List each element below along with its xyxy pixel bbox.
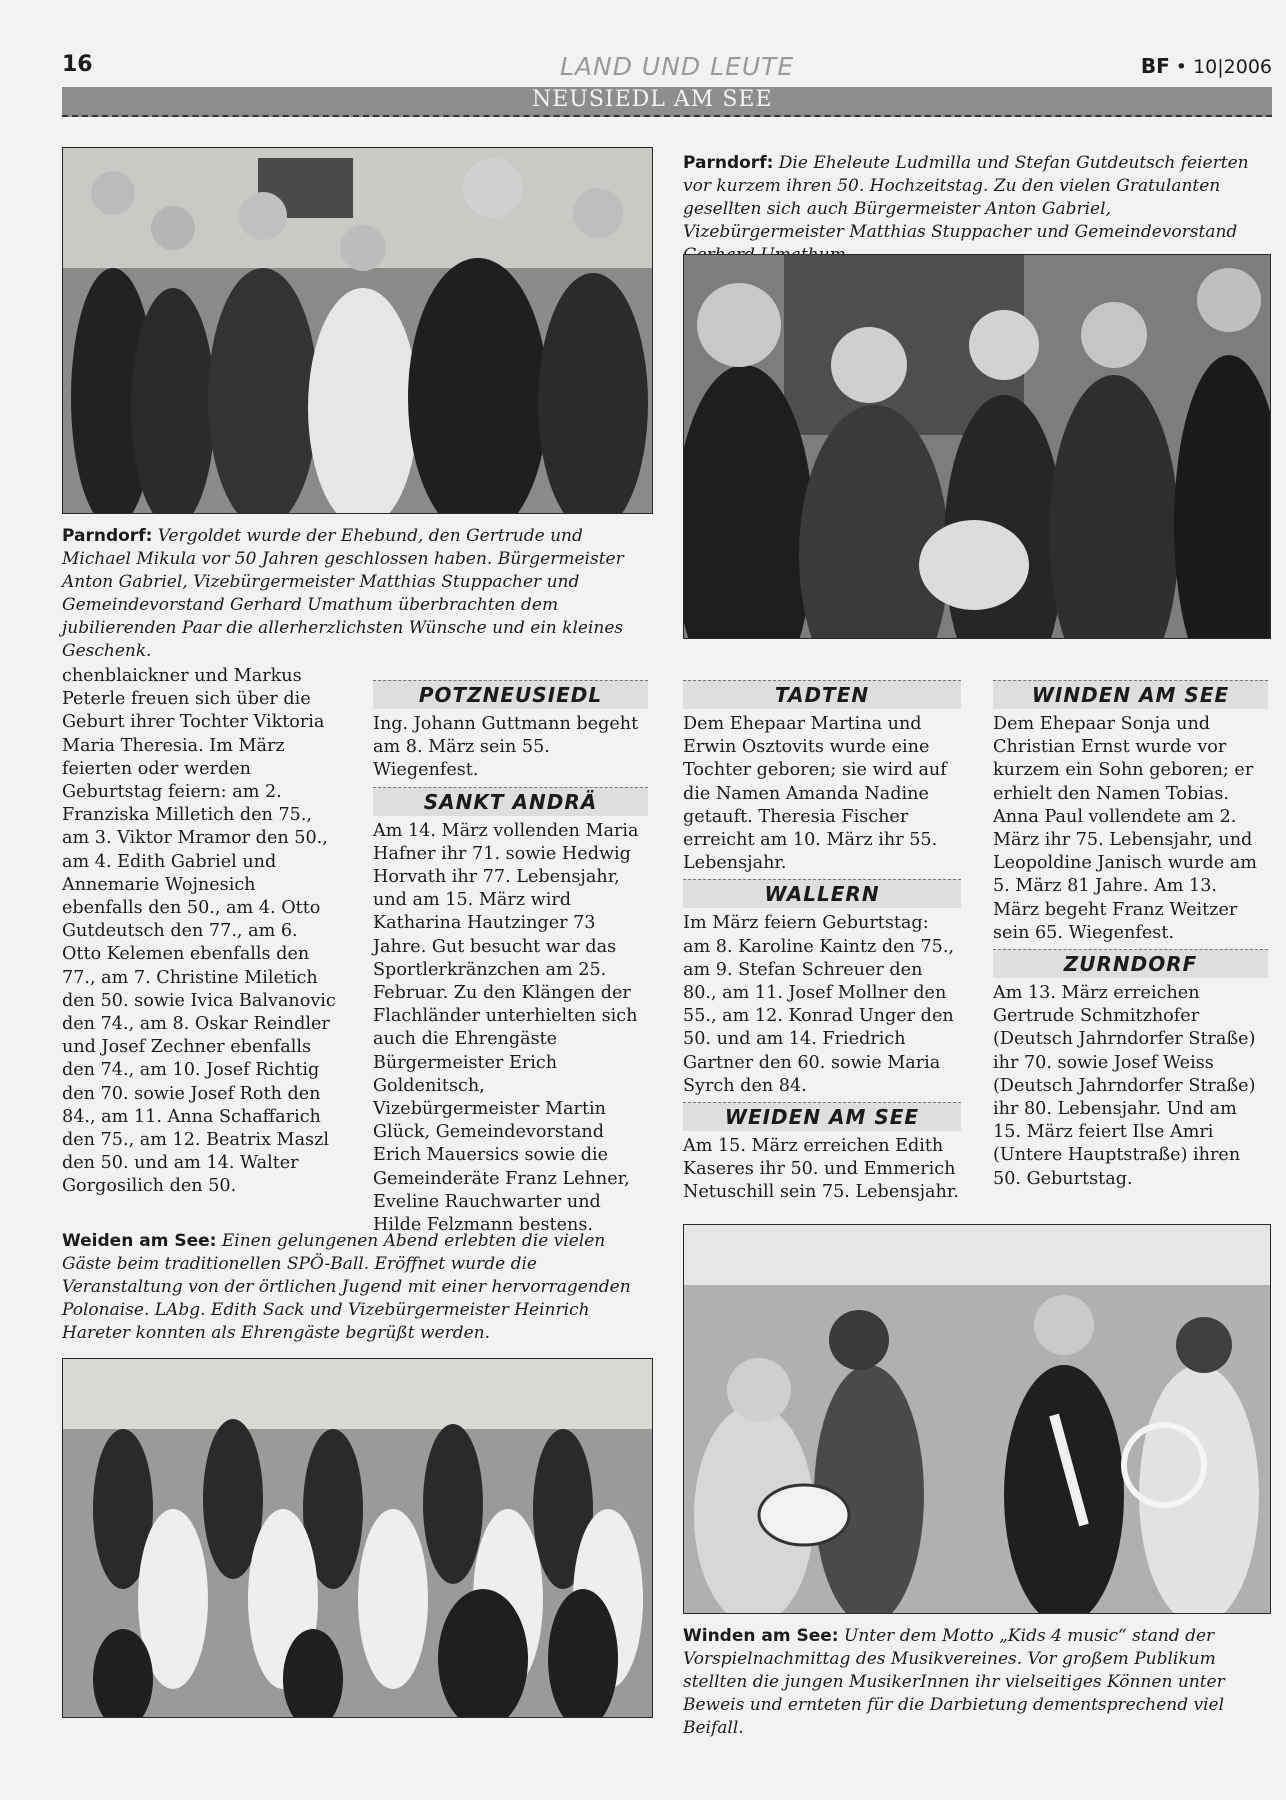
heading-winden-am-see: WINDEN AM SEE (993, 680, 1268, 709)
caption-text: Die Eheleute Ludmilla und Stefan Gutdeutsch feierten vor kurzem ihren 50. Hochzeitstag. Zu den vielen Gratulanten gesellten sich auch Bürgermeister Anton Gabriel, Vizebürgermeister Matthias Stuppacher und Gemeindevorstand (683, 153, 1249, 242)
article-text: Dem Ehepaar Martina und Erwin Osztovits wurde eine Tochter geboren; sie wird auf die Namen Amanda Nadine getauft. Theresia Fischer erreicht am 10. März ihr 55. Lebensjahr. (683, 714, 947, 874)
publication-name: BF (1140, 54, 1170, 78)
caption-text: Einen gelungenen Abend erlebten die vielen Gäste beim traditionellen SPÖ-Ball. Eröffnet wurde die Veranstaltung von der örtlichen Jugend mit einer hervorragenden Polonaise. LAbg. Edith Sack und Vizebürgermeister Heinrich Hareter konnten als Ehrengäste begrüßt werden. (62, 1231, 631, 1343)
heading-wallern: WALLERN (683, 879, 961, 908)
article-text: Am 13. März erreichen Gertrude Schmitzhofer (Deutsch Jahrndorfer Straße) ihr 70. sowie Josef Weiss (Deutsch Jahrndorfer Straße) ihr 80. Lebensjahr. Und am 15. März feiert Ilse Amri (Untere Hauptstraße) ihren 50. Geburtstag. (993, 983, 1256, 1189)
caption-place: Weiden am See: (62, 1231, 217, 1251)
caption-text: Vergoldet wurde der Ehebund, den Gertrude und Michael Mikula vor 50 Jahren geschlossen haben. Bürgermeister Anton Gabriel, Vizebürgermeister Matthias Stuppacher und Gemeindevorstand Gerhard Umathum überbrachten dem jubilierenden Paar die allerherzlichsten Wünsche und ein kleines Geschenk. (62, 526, 624, 661)
article-text: Am 14. März vollenden Maria Hafner ihr 71. sowie Hedwig Horvath ihr 77. Lebensjahr, und am 15. März wird Katharina Hautzinger 73 Jahre. Gut besucht war das Sportlerkränzchen am 25. Februar. Zu den Klängen der Flachländer unterhielten sich auch die Ehrengäste Bürgermeister Erich Goldenitsch, Vizebürgermeister Martin Glück, Gemeindevorstand Erich Mauersics sowie die Gemeinderäte Franz Lehner, Eveline Rauchwarter und Hilde Felzmann bestens. (373, 820, 639, 1236)
article-text: Am 15. März erreichen Edith Kaseres ihr 50. und Emmerich Netuschill sein 75. Lebensjahr. (683, 1136, 959, 1203)
photo-kids-4-music (683, 1224, 1271, 1614)
column-1 (62, 665, 337, 1199)
page-number: 16 (62, 52, 93, 77)
caption-place: Parndorf: (62, 526, 153, 546)
photo-golden-wedding-gutdeutsch (683, 254, 1271, 639)
region-title: NEUSIEDL AM SEE (532, 87, 773, 112)
region-banner (62, 87, 1272, 117)
caption-top-right (683, 152, 1258, 267)
section-title: LAND UND LEUTE (560, 52, 795, 81)
issue-info: BF • 10|2006 (1140, 54, 1272, 78)
article-text: Dem Ehepaar Sonja und Christian Ernst wurde vor kurzem ein Sohn geboren; er erhielt den Namen Tobias. Anna Paul vollendete am 2. März ihr 75. Lebensjahr, und Leopoldine Janisch wurde am 5. März 81 Jahre. Am 13. März begeht Franz Weitzer sein 65. Wiegenfest. (993, 714, 1257, 943)
caption-place: Parndorf: (683, 153, 774, 173)
column-4 (993, 676, 1268, 1191)
caption-bottom-right (683, 1625, 1273, 1740)
column-2 (373, 676, 648, 1237)
caption-top-left (62, 525, 652, 663)
caption-bottom-left (62, 1230, 652, 1345)
heading-sankt-andrae: SANKT ANDRÄ (373, 787, 648, 816)
heading-potzneusiedl: POTZNEUSIEDL (373, 680, 648, 709)
issue-number: 10|2006 (1193, 56, 1272, 78)
photo-golden-wedding-mikula (62, 147, 653, 514)
article-text: Ing. Johann Guttmann begeht am 8. März sein 55. Wiegenfest. (373, 714, 639, 781)
heading-zurndorf: ZURNDORF (993, 949, 1268, 978)
article-text: chenblaickner und Markus Peterle freuen sich über die Geburt ihrer Tochter Viktoria Maria Theresia. Im März feierten oder werden Geburtstag feiern: am 2. Franziska Milletich den 75., am 3. Viktor Mramor den 50., am 4. Edith Gabriel und Annemarie Wojnesich ebenfalls den 50., am 4. Otto Gutdeutsch den 77., am 6. Otto Kelemen ebenfalls den 77., am 7. Christine Miletich den 50. sowie Ivica Balvanovic den 74., am 8. Oskar Reindler und Josef Zechner ebenfalls den 74., am 10. Josef Richtig den 70. sowie Josef Roth den 84., am 11. Anna Schaffarich den 75., am 12. Beatrix Maszl den 50. und am 14. Walter Gorgosilich den 50. (62, 666, 336, 1197)
heading-tadten: TADTEN (683, 680, 961, 709)
heading-weiden-am-see: WEIDEN AM SEE (683, 1102, 961, 1131)
article-text: Im März feiern Geburtstag: am 8. Karoline Kaintz den 75., am 9. Stefan Schreuer den 80., am 11. Josef Mollner den 55., am 12. Konrad Unger den 50. und am 14. Friedrich Gartner den 60. sowie Maria Syrch den 84. (683, 913, 955, 1096)
column-3 (683, 676, 961, 1205)
caption-place: Winden am See: (683, 1626, 839, 1646)
photo-spoe-ball (62, 1358, 653, 1718)
caption-text: Unter dem Motto „Kids 4 music“ stand der Vorspielnachmittag des Musikvereines. Vor großem Publikum stellten die jungen MusikerInnen ihr vielseitiges Können unter Beweis und ernteten für die Darbietung dementsprechend viel Beifall. (683, 1626, 1225, 1738)
